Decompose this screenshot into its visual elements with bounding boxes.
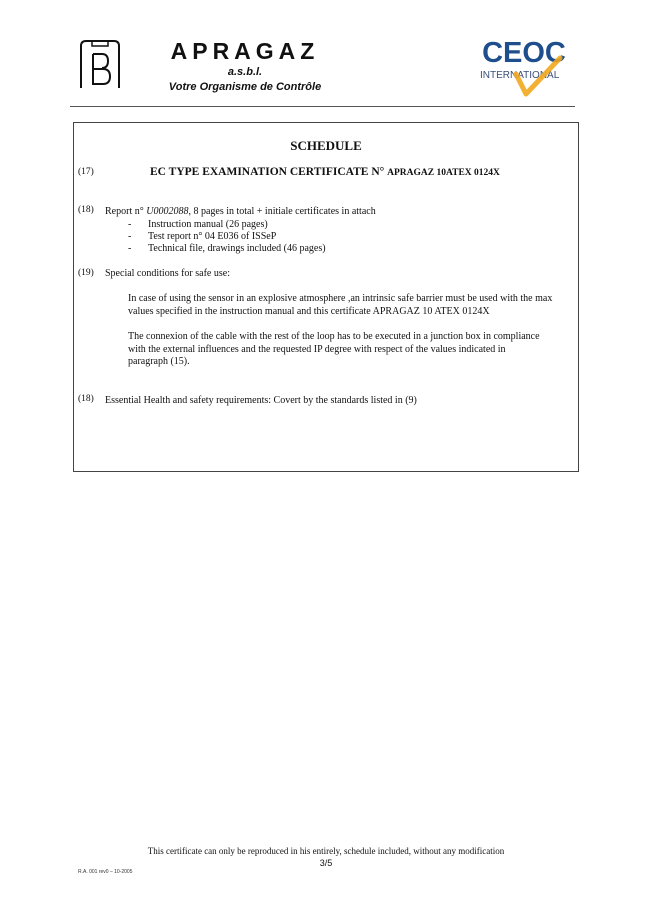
checkmark-icon	[476, 38, 572, 100]
form-reference: R.A. 001 rev0 – 10-2005	[78, 869, 133, 875]
essential-section-number: (18)	[78, 394, 94, 404]
list-item: Instruction manual (26 pages)	[148, 219, 268, 230]
page-number: 3/5	[319, 858, 333, 868]
ceoc-logo-name: CEOC	[482, 37, 566, 69]
list-item-dash: -	[128, 243, 132, 254]
certificate-title-main: EC TYPE EXAMINATION CERTIFICATE N°	[150, 166, 385, 178]
list-item: Technical file, drawings included (46 pages)	[148, 243, 326, 254]
report-id: U0002088	[146, 206, 189, 217]
special-paragraph-1: In case of using the sensor in an explosive atmosphere ,an intrinsic safe barrier must be used with the max values specified in the instruction manual and this certificate APRAGAZ 10 ATEX 0124X	[128, 293, 553, 317]
footer-note: This certificate can only be reproduced in his entirely, schedule included, without any modification	[147, 846, 505, 856]
list-item-dash: -	[128, 219, 132, 230]
schedule-title: SCHEDULE	[290, 138, 362, 153]
special-section-number: (19)	[78, 268, 94, 278]
cert-section-number: (17)	[78, 167, 94, 177]
list-item-dash: -	[128, 231, 132, 242]
brand-name: APRAGAZ	[170, 38, 320, 64]
header-divider	[70, 106, 575, 107]
list-item: Test report n° 04 E036 of ISSeP	[148, 231, 277, 242]
certificate-id: APRAGAZ 10ATEX 0124X	[387, 168, 500, 178]
special-paragraph-2: The connexion of the cable with the rest of the loop has to be executed in a junction box in compliance with the external influences and the requested IP degree with respect of the values indicated in paragraph (15).	[128, 331, 540, 367]
certificate-title	[150, 166, 500, 178]
brand-subtitle: a.s.b.l.	[227, 66, 263, 78]
report-section-number: (18)	[78, 205, 94, 215]
essential-requirements-text: Essential Health and safety requirements: Covert by the standards listed in (9)	[105, 395, 417, 406]
special-heading: Special conditions for safe use:	[105, 268, 230, 279]
report-prefix: Report n°	[105, 206, 147, 217]
report-suffix: , 8 pages in total + initiale certificates in attach	[188, 206, 376, 217]
brand-block	[155, 38, 335, 94]
apragaz-logo-icon	[78, 38, 122, 95]
ceoc-logo	[476, 38, 572, 100]
report-line	[105, 206, 376, 219]
ceoc-logo-sub: INTERNATIONAL	[480, 70, 560, 81]
brand-tagline: Votre Organisme de Contrôle	[168, 81, 322, 93]
